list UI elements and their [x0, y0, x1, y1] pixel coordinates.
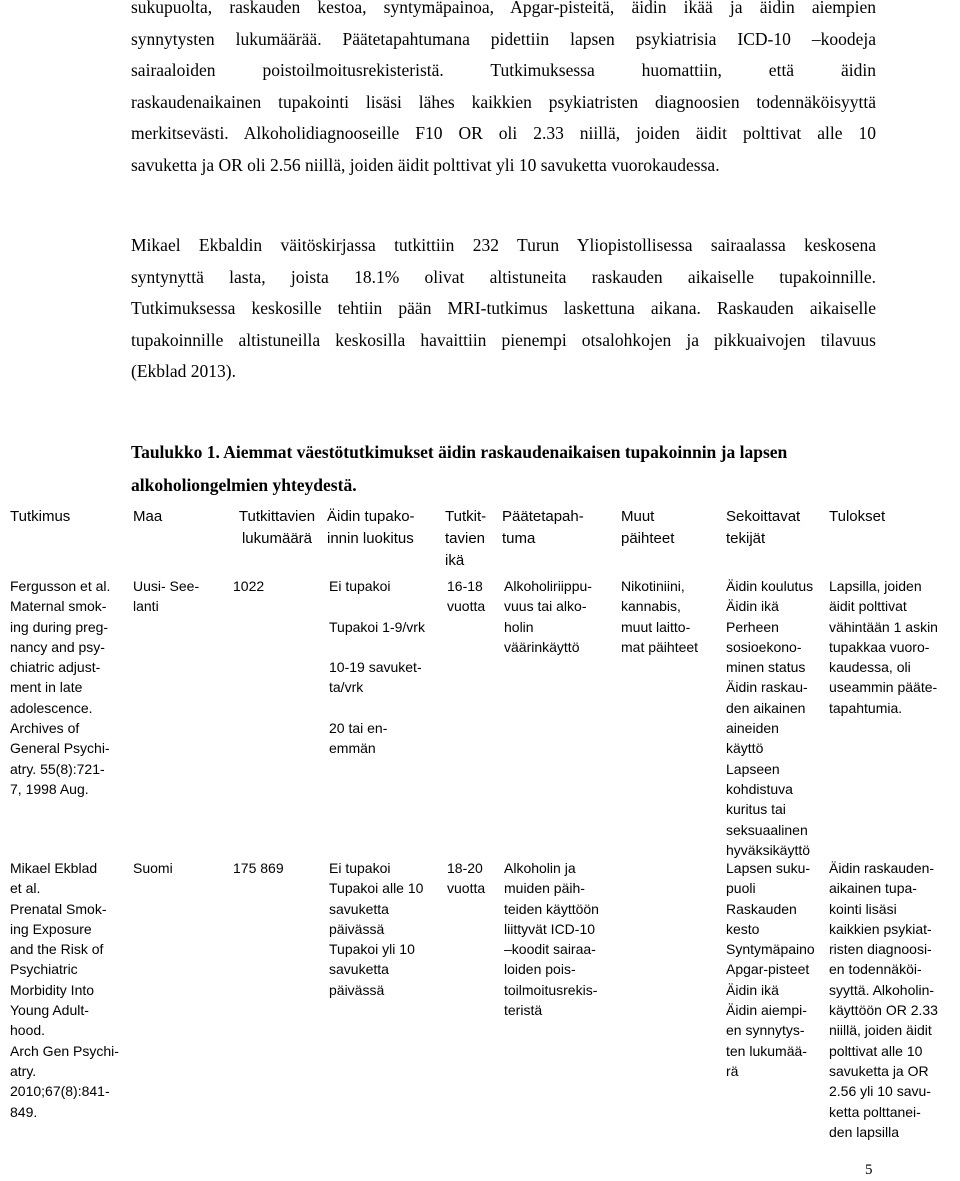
paragraph-line: sukupuolta, raskauden kestoa, syntymäpainoa, Apgar-pisteitä, äidin ikää ja äidin aiempien: [131, 0, 876, 17]
header-sekoittavat: Sekoittavat tekijät: [726, 508, 801, 547]
header-tutkimus: Tutkimus: [10, 508, 71, 525]
table-cell: 18-20 vuotta: [447, 860, 486, 897]
table-cell: Alkoholin ja muiden päih- teiden käyttöön liittyvät ICD-10 –koodit sairaa- loiden pois- toilmoitusrekis- teristä: [504, 860, 599, 1019]
caption-line: Taulukko 1. Aiemmat väestötutkimukset äidin raskaudenaikaisen tupakoinnin ja lapsen: [131, 442, 788, 462]
table-cell: Lapsilla, joiden äidit polttivat vähintään 1 askin tupakkaa vuoro- kaudessa, oli useammin pääte- tapahtumia.: [829, 578, 938, 716]
paragraph-2: [131, 230, 876, 388]
table-cell: 175 869: [233, 860, 284, 876]
page-number: 5: [865, 1162, 873, 1178]
table-cell: Äidin raskauden- aikainen tupa- kointi lisäsi kaikkien psykiat- risten diagnoosi- en todennäköi- syyttä. Alkoholin- käyttöön OR 2.33 niillä, joiden äidit polttivat alle 10 savuketta ja OR 2.56 yli 10 savu- ketta polttanei- den lapsilla: [829, 860, 938, 1140]
table-cell: Uusi- See- lanti: [133, 578, 200, 615]
table-cell: 16-18 vuotta: [447, 578, 486, 615]
table-cell: Ei tupakoi Tupakoi alle 10 savuketta päivässä Tupakoi yli 10 savuketta päivässä: [329, 860, 424, 998]
header-paatetapahtuma: Päätetapah- tuma: [502, 508, 584, 547]
paragraph-line: (Ekblad 2013).: [131, 361, 236, 381]
header-tupakointi: Äidin tupako- innin luokitus: [327, 508, 415, 547]
paragraph-line: merkitsevästi. Alkoholidiagnooseille F10 OR oli 2.33 niillä, joiden äidit polttivat alle 10: [131, 123, 876, 143]
paragraph-line: synnytysten lukumäärää. Päätetapahtumana pidettiin lapsen psykiatrisia ICD-10 –koodeja: [131, 28, 876, 49]
table-cell: Mikael Ekblad et al. Prenatal Smok- ing Exposure and the Risk of Psychiatric Morbidity Into Young Adult- hood. Arch Gen Psychi- atry. 2010;67(8):841- 849.: [10, 860, 119, 1120]
table-cell: Äidin koulutus Äidin ikä Perheen sosioekono- minen status Äidin raskau- den aikainen aineiden käyttö Lapseen kohdistuva kuritus tai seksuaalinen hyväksikäyttö: [726, 578, 814, 858]
studies-table: [0, 506, 960, 1146]
header-ika: Tutkit- tavien ikä: [445, 508, 487, 569]
table-cell: Nikotiniini, kannabis, muut laitto- mat päihteet: [621, 578, 699, 655]
paragraph-line: raskaudenaikainen tupakointi lisäsi lähes kaikkien psykiatristen diagnoosien todennäköisyyttä: [131, 91, 876, 112]
paragraph-line: tupakoinnille altistuneilla keskosilla havaittiin pienempi otsalohkojen ja pikkuaivojen tilavuus: [131, 329, 876, 350]
paragraph-line: syntynyttä lasta, joista 18.1% olivat altistuneita raskauden aikaiselle tupakoinnille.: [131, 266, 876, 287]
caption-line: alkoholiongelmien yhteydestä.: [131, 475, 357, 495]
paragraph-line: Mikael Ekbaldin väitöskirjassa tutkittiin 232 Turun Yliopistollisessa sairaalassa keskosena: [131, 235, 876, 255]
paragraph-line: savuketta ja OR oli 2.56 niillä, joiden äidit polttivat yli 10 savuketta vuorokaudessa.: [131, 154, 720, 175]
paragraph-line: sairaaloiden poistoilmoitusrekisteristä. Tutkimuksessa huomattiin, että äidin: [131, 60, 876, 80]
header-maa: Maa: [133, 508, 163, 525]
header-tutkittavien: Tutkittavien lukumäärä: [238, 508, 316, 547]
table-cell: Suomi: [133, 860, 173, 876]
table-cell: Lapsen suku- puoli Raskauden kesto Syntymäpaino Apgar-pisteet Äidin ikä Äidin aiempi- en synnytys- ten lukumää- rä: [726, 860, 815, 1079]
table-caption: [131, 436, 891, 502]
table-cell: Fergusson et al. Maternal smok- ing during preg- nancy and psy- chiatric adjust- ment in late adolescence. Archives of General Psychi- atry. 55(8):721- 7, 1998 Aug.: [10, 578, 111, 797]
table-cell: 1022: [233, 578, 265, 594]
header-muut: Muut päihteet: [621, 508, 675, 547]
paragraph-line: Tutkimuksessa keskosille tehtiin pään MRI-tutkimus laskettuna aikana. Raskauden aikaiselle: [131, 298, 876, 318]
table-cell: Alkoholiriippu- vuus tai alko- holin väärinkäyttö: [504, 578, 592, 655]
table-cell: Ei tupakoi Tupakoi 1-9/vrk 10-19 savuket- ta/vrk 20 tai en- emmän: [329, 578, 425, 757]
header-tulokset: Tulokset: [829, 508, 886, 525]
paragraph-1: [131, 0, 876, 181]
